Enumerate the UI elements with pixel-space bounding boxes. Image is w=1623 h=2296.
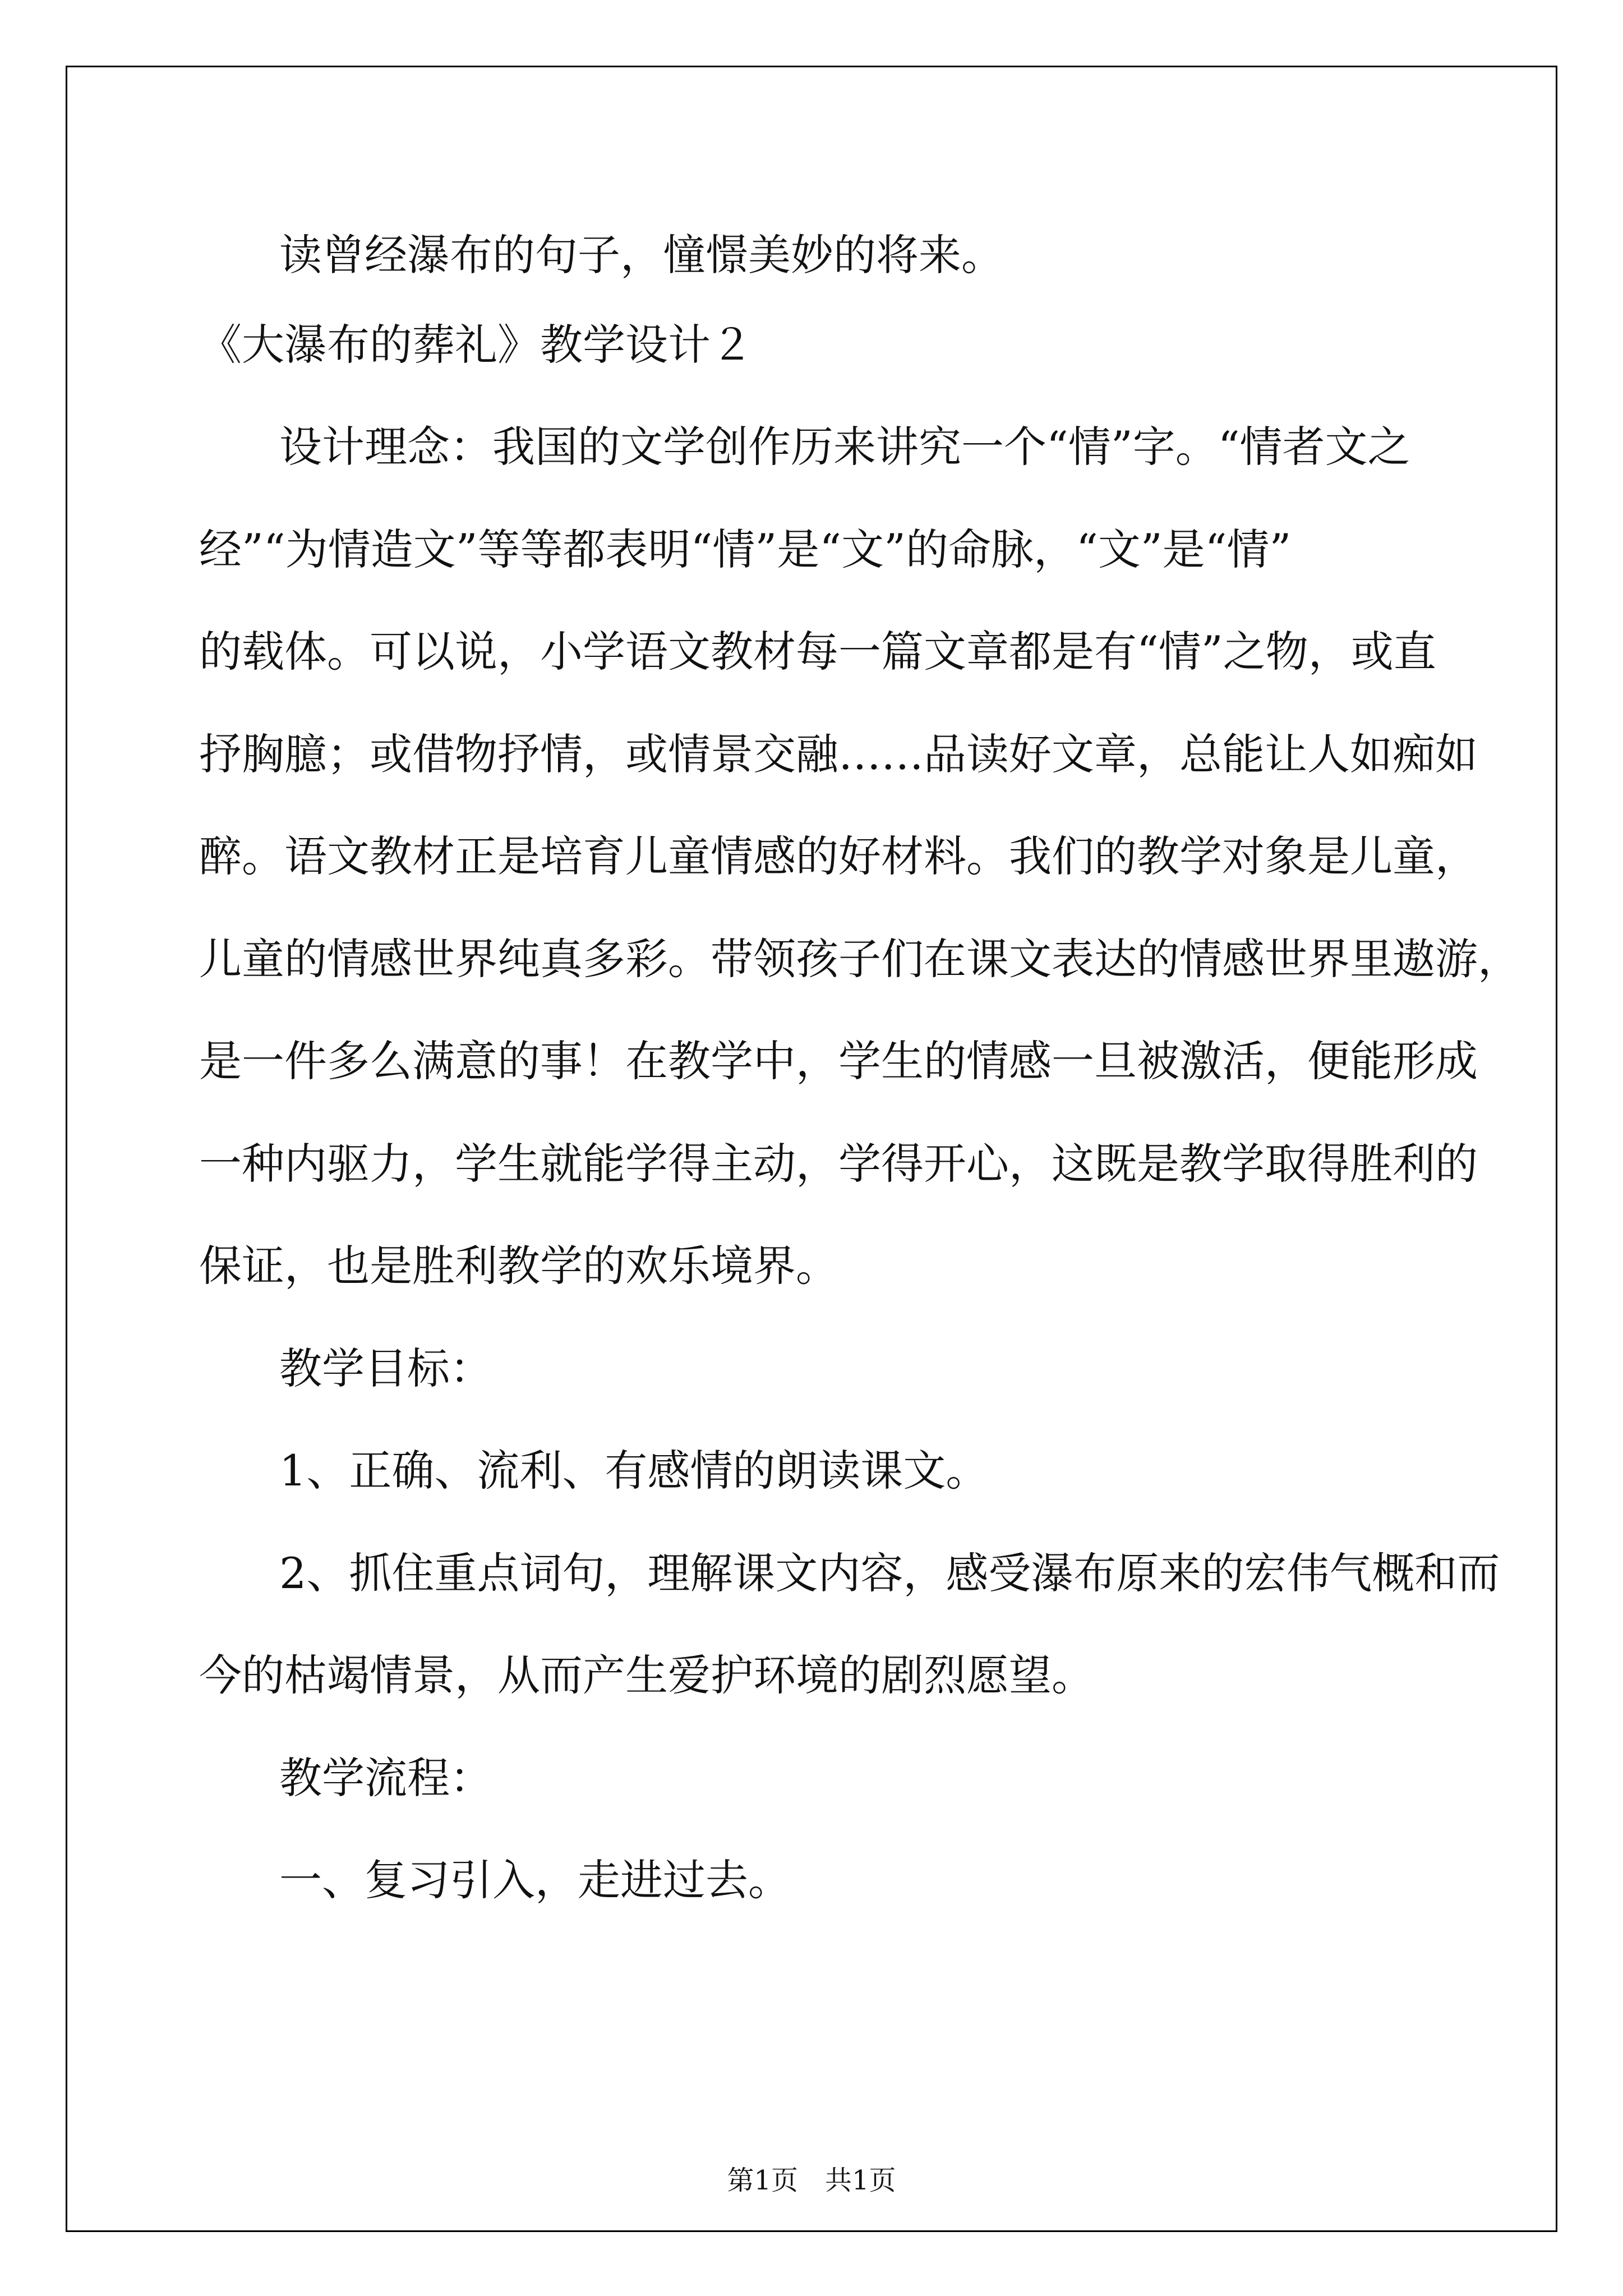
page-footer: 第1页 共1页 — [727, 2165, 896, 2196]
list-item-continuation: 今的枯竭情景，从而产生爱护环境的剧烈愿望。 — [199, 1650, 1094, 1700]
paragraph-line: 是一件多么满意的事！在教学中，学生的情感一旦被激活，便能形成 — [199, 1036, 1478, 1086]
list-item: 一、复习引入，走进过去。 — [279, 1855, 791, 1905]
paragraph-line: 儿童的情感世界纯真多彩。带领孩子们在课文表达的情感世界里遨游， — [199, 934, 1520, 984]
paragraph-line: 的载体。可以说，小学语文教材每一篇文章都是有“情”之物，或直 — [199, 627, 1436, 677]
paragraph-line: 读曾经瀑布的句子，憧憬美妙的将来。 — [279, 230, 1004, 280]
heading-line: 教学流程： — [279, 1753, 492, 1803]
paragraph-line: 一种内驱力，学生就能学得主动，学得开心，这既是教学取得胜利的 — [199, 1139, 1478, 1189]
paragraph-line: 设计理念：我国的文学创作历来讲究一个“情”字。“情者文之 — [279, 422, 1410, 472]
paragraph-line: 醉。语文教材正是培育儿童情感的好材料。我们的教学对象是儿童， — [199, 831, 1478, 881]
list-item: 1、正确、流利、有感情的朗读课文。 — [279, 1446, 989, 1496]
paragraph-line: 保证，也是胜利教学的欢乐境界。 — [199, 1241, 838, 1291]
list-item: 2、抓住重点词句，理解课文内容，感受瀑布原来的宏伟气概和而 — [279, 1548, 1500, 1598]
paragraph-line: 抒胸臆；或借物抒情，或情景交融……品读好文章，总能让人如痴如 — [199, 729, 1478, 779]
heading-line: 教学目标： — [279, 1343, 492, 1393]
paragraph-line: 经”“为情造文”等等都表明“情”是“文”的命脉，“文”是“情” — [199, 524, 1292, 574]
section-title: 《大瀑布的葬礼》教学设计２ — [199, 320, 753, 370]
